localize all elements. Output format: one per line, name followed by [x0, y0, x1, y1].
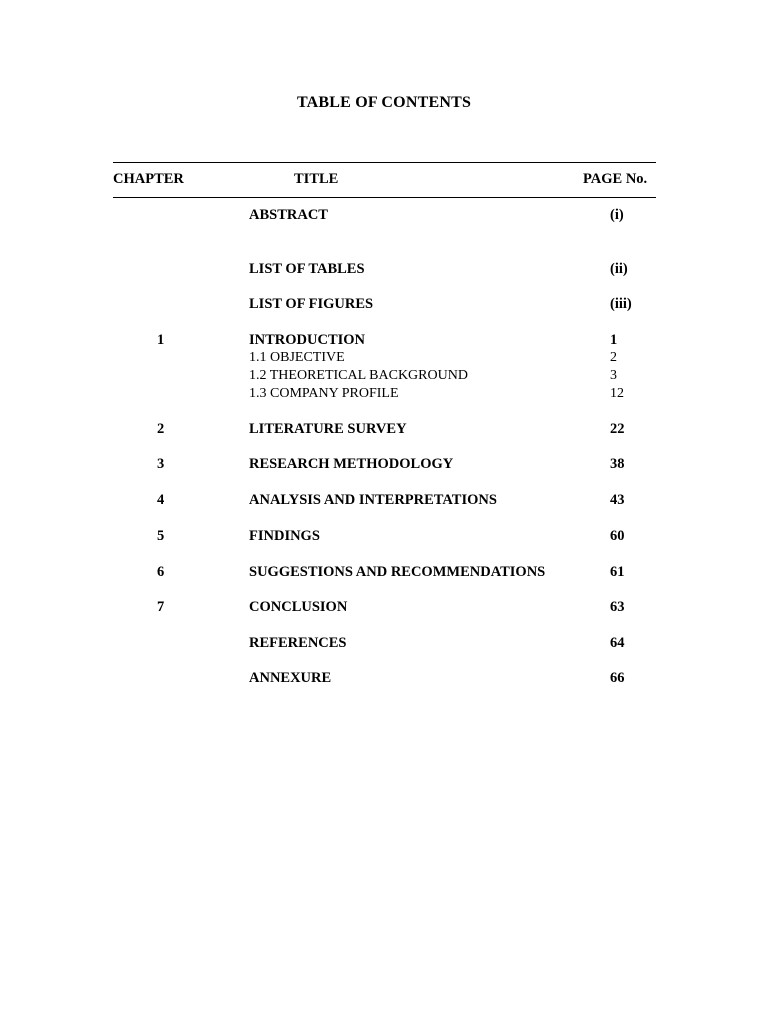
toc-entry-list-of-tables: [0, 260, 768, 278]
header-bottom-rule: [113, 197, 656, 198]
entry-page: 60: [610, 528, 625, 544]
entry-page: 3: [610, 368, 617, 383]
page-title: TABLE OF CONTENTS: [296, 94, 472, 111]
toc-entry-references: [0, 634, 768, 652]
toc-entry-analysis: [0, 491, 768, 509]
header-title: TITLE: [294, 171, 339, 187]
toc-subentry-objective: [0, 349, 768, 367]
header-chapter: CHAPTER: [113, 171, 184, 187]
entry-page: 61: [610, 564, 625, 580]
entry-title: 1.3 COMPANY PROFILE: [249, 386, 399, 401]
entry-page: 38: [610, 456, 625, 472]
entry-chapter: 3: [157, 456, 165, 472]
toc-entry-conclusion: [0, 598, 768, 616]
entry-title: 1.2 THEORETICAL BACKGROUND: [249, 368, 468, 383]
entry-chapter: 2: [157, 421, 165, 437]
entry-title: REFERENCES: [249, 635, 347, 651]
toc-entry-research-methodology: [0, 455, 768, 473]
entry-chapter: 6: [157, 564, 165, 580]
entry-title: INTRODUCTION: [249, 332, 366, 348]
entry-chapter: 7: [157, 599, 165, 615]
entry-chapter: 1: [157, 332, 165, 348]
entry-title: LIST OF TABLES: [249, 261, 365, 277]
entry-page: (i): [610, 207, 624, 223]
toc-entry-findings: [0, 527, 768, 545]
entry-title: LIST OF FIGURES: [249, 296, 374, 312]
entry-page: (iii): [610, 296, 632, 312]
toc-subentry-theoretical-background: [0, 367, 768, 385]
entry-page: (ii): [610, 261, 628, 277]
entry-page: 64: [610, 635, 625, 651]
entry-chapter: 4: [157, 492, 165, 508]
entry-title: LITERATURE SURVEY: [249, 421, 407, 437]
toc-subentry-company-profile: [0, 385, 768, 403]
toc-entry-suggestions: [0, 563, 768, 581]
entry-title: ANALYSIS AND INTERPRETATIONS: [249, 492, 497, 508]
entry-title: FINDINGS: [249, 528, 320, 544]
entry-page: 22: [610, 421, 625, 437]
entry-page: 1: [610, 332, 618, 348]
toc-entry-annexure: [0, 669, 768, 687]
toc-entry-literature-survey: [0, 420, 768, 438]
entry-page: 43: [610, 492, 625, 508]
toc-entry-abstract: [0, 206, 768, 224]
entry-title: RESEARCH METHODOLOGY: [249, 456, 454, 472]
entry-title: CONCLUSION: [249, 599, 348, 615]
header-page: PAGE No.: [583, 171, 648, 187]
entry-chapter: 5: [157, 528, 165, 544]
toc-entry-list-of-figures: [0, 295, 768, 313]
entry-page: 2: [610, 350, 617, 365]
header-top-rule: [113, 162, 656, 163]
entry-title: SUGGESTIONS AND RECOMMENDATIONS: [249, 564, 546, 580]
entry-page: 66: [610, 670, 625, 686]
toc-entry-introduction: [0, 331, 768, 349]
entry-page: 12: [610, 386, 624, 401]
entry-title: ANNEXURE: [249, 670, 332, 686]
entry-page: 63: [610, 599, 625, 615]
entry-title: ABSTRACT: [249, 207, 328, 223]
entry-title: 1.1 OBJECTIVE: [249, 350, 345, 365]
